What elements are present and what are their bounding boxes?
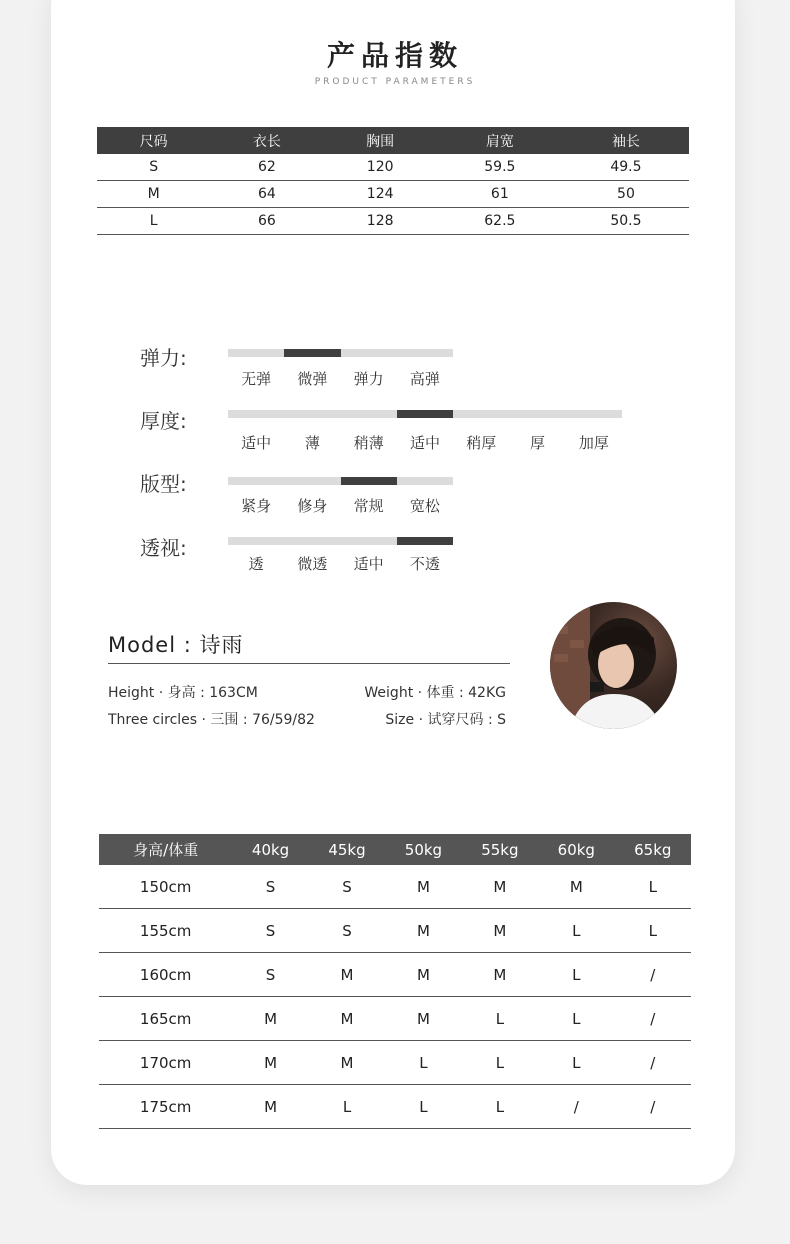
fit-table-header-cell: 45kg: [309, 834, 385, 865]
table-cell: S: [232, 909, 308, 953]
scale-segment: [397, 349, 453, 357]
table-cell: L: [462, 1085, 538, 1129]
size-table-header-cell: 衣长: [210, 127, 323, 154]
table-cell: 175cm: [99, 1085, 232, 1129]
scale-segment: [228, 349, 284, 357]
table-row: [99, 953, 691, 997]
thickness-options: [228, 432, 622, 452]
transparency-scale: [228, 537, 453, 545]
table-cell: L: [462, 1041, 538, 1085]
size-table-header-cell: 胸围: [324, 127, 437, 154]
table-row: [99, 909, 691, 953]
scale-option: 适中: [409, 434, 440, 452]
page-subtitle: PRODUCT PARAMETERS: [314, 77, 476, 87]
table-cell: L: [615, 909, 691, 953]
table-cell: /: [538, 1085, 614, 1129]
fit-table-header-cell: 55kg: [462, 834, 538, 865]
scale-option: 高弹: [409, 370, 440, 388]
scale-segment: [284, 537, 340, 545]
size-table-header: [97, 127, 689, 154]
scale-segment: [284, 477, 340, 485]
scale-segment: [284, 410, 340, 418]
scale-segment: [341, 537, 397, 545]
size-table: [97, 127, 689, 235]
table-cell: M: [309, 1041, 385, 1085]
table-cell: M: [385, 909, 461, 953]
scale-segment: [453, 410, 509, 418]
scale-option: 厚: [530, 434, 546, 452]
table-cell: S: [232, 865, 308, 909]
fit-table-header-cell: 身高/体重: [99, 834, 232, 865]
table-cell: M: [385, 953, 461, 997]
elasticity-scale: [228, 349, 453, 357]
table-cell: 165cm: [99, 997, 232, 1041]
table-cell: S: [97, 154, 210, 181]
scale-segment: [397, 537, 453, 545]
table-cell: L: [538, 909, 614, 953]
table-cell: 155cm: [99, 909, 232, 953]
table-cell: M: [97, 181, 210, 208]
table-cell: L: [97, 208, 210, 235]
table-cell: 124: [324, 181, 437, 208]
scale-segment: [397, 410, 453, 418]
table-cell: L: [538, 1041, 614, 1085]
table-cell: M: [232, 997, 308, 1041]
scale-segment: [228, 537, 284, 545]
model-photo-illustration: [550, 602, 677, 729]
scale-option: 微透: [297, 555, 328, 573]
table-cell: M: [385, 997, 461, 1041]
scale-option: 宽松: [409, 497, 440, 515]
table-cell: L: [385, 1085, 461, 1129]
thickness-label: 厚度:: [140, 409, 187, 433]
size-table-header-cell: 尺码: [97, 127, 210, 154]
scale-option: 适中: [353, 555, 384, 573]
table-cell: 150cm: [99, 865, 232, 909]
fit-label: 版型:: [140, 472, 187, 496]
table-cell: L: [462, 997, 538, 1041]
fit-table-header-cell: 50kg: [385, 834, 461, 865]
scale-segment: [228, 410, 284, 418]
scale-option: 紧身: [241, 497, 272, 515]
table-cell: 50.5: [563, 208, 689, 235]
scale-option: 微弹: [297, 370, 328, 388]
table-cell: M: [538, 865, 614, 909]
table-cell: 170cm: [99, 1041, 232, 1085]
table-cell: 64: [210, 181, 323, 208]
table-row: [99, 865, 691, 909]
table-cell: /: [615, 997, 691, 1041]
scale-option: 不透: [409, 555, 440, 573]
table-cell: 62.5: [437, 208, 563, 235]
table-cell: M: [462, 865, 538, 909]
model-height: Height · 身高 : 163CM: [108, 685, 258, 701]
table-row: [99, 1085, 691, 1129]
fit-table-header-cell: 40kg: [232, 834, 308, 865]
model-size: Size · 试穿尺码 : S: [385, 712, 506, 728]
table-cell: L: [538, 997, 614, 1041]
scale-segment: [284, 349, 340, 357]
table-row: [97, 181, 689, 208]
elasticity-label: 弹力:: [140, 346, 187, 370]
scale-option: 透: [248, 555, 264, 573]
transparency-options: [228, 553, 453, 573]
table-cell: 160cm: [99, 953, 232, 997]
scale-option: 薄: [304, 434, 320, 452]
table-cell: L: [309, 1085, 385, 1129]
table-cell: L: [538, 953, 614, 997]
table-cell: S: [232, 953, 308, 997]
table-cell: /: [615, 1085, 691, 1129]
table-cell: M: [232, 1041, 308, 1085]
scale-option: 常规: [353, 497, 384, 515]
table-cell: 66: [210, 208, 323, 235]
table-row: [99, 1041, 691, 1085]
page-title: 产品指数: [326, 39, 463, 72]
model-circles: Three circles · 三围 : 76/59/82: [108, 712, 315, 728]
scale-segment: [509, 410, 565, 418]
table-cell: M: [309, 953, 385, 997]
size-table-header-cell: 袖长: [563, 127, 689, 154]
transparency-label: 透视:: [140, 536, 187, 560]
table-cell: 59.5: [437, 154, 563, 181]
fit-options: [228, 495, 453, 515]
table-cell: S: [309, 909, 385, 953]
table-row: [99, 997, 691, 1041]
fit-scale: [228, 477, 453, 485]
table-cell: M: [385, 865, 461, 909]
table-cell: 120: [324, 154, 437, 181]
elasticity-options: [228, 368, 453, 388]
table-cell: /: [615, 953, 691, 997]
table-cell: 128: [324, 208, 437, 235]
scale-option: 加厚: [578, 434, 609, 452]
size-table-header-cell: 肩宽: [437, 127, 563, 154]
model-weight: Weight · 体重 : 42KG: [364, 685, 506, 701]
thickness-scale: [228, 410, 622, 418]
size-recommendation-table: [99, 834, 691, 1129]
scale-option: 稍厚: [466, 434, 497, 452]
model-name: Model : 诗雨: [108, 633, 244, 657]
scale-option: 弹力: [353, 370, 384, 388]
table-cell: L: [615, 865, 691, 909]
scale-option: 适中: [241, 434, 272, 452]
fit-table-header-cell: 65kg: [615, 834, 691, 865]
table-cell: /: [615, 1041, 691, 1085]
scale-segment: [341, 349, 397, 357]
model-avatar: [550, 602, 677, 729]
scale-segment: [228, 477, 284, 485]
model-divider: [108, 663, 510, 664]
table-cell: 49.5: [563, 154, 689, 181]
scale-segment: [341, 410, 397, 418]
scale-option: 稍薄: [353, 434, 384, 452]
table-cell: 62: [210, 154, 323, 181]
fit-table-header: [99, 834, 691, 865]
scale-segment: [566, 410, 622, 418]
table-cell: M: [462, 953, 538, 997]
table-cell: M: [462, 909, 538, 953]
table-cell: M: [309, 997, 385, 1041]
scale-option: 无弹: [241, 370, 272, 388]
scale-option: 修身: [297, 497, 328, 515]
scale-segment: [341, 477, 397, 485]
table-cell: 50: [563, 181, 689, 208]
fit-table-header-cell: 60kg: [538, 834, 614, 865]
table-row: [97, 208, 689, 235]
table-row: [97, 154, 689, 181]
table-cell: M: [232, 1085, 308, 1129]
table-cell: S: [309, 865, 385, 909]
table-cell: 61: [437, 181, 563, 208]
scale-segment: [397, 477, 453, 485]
table-cell: L: [385, 1041, 461, 1085]
